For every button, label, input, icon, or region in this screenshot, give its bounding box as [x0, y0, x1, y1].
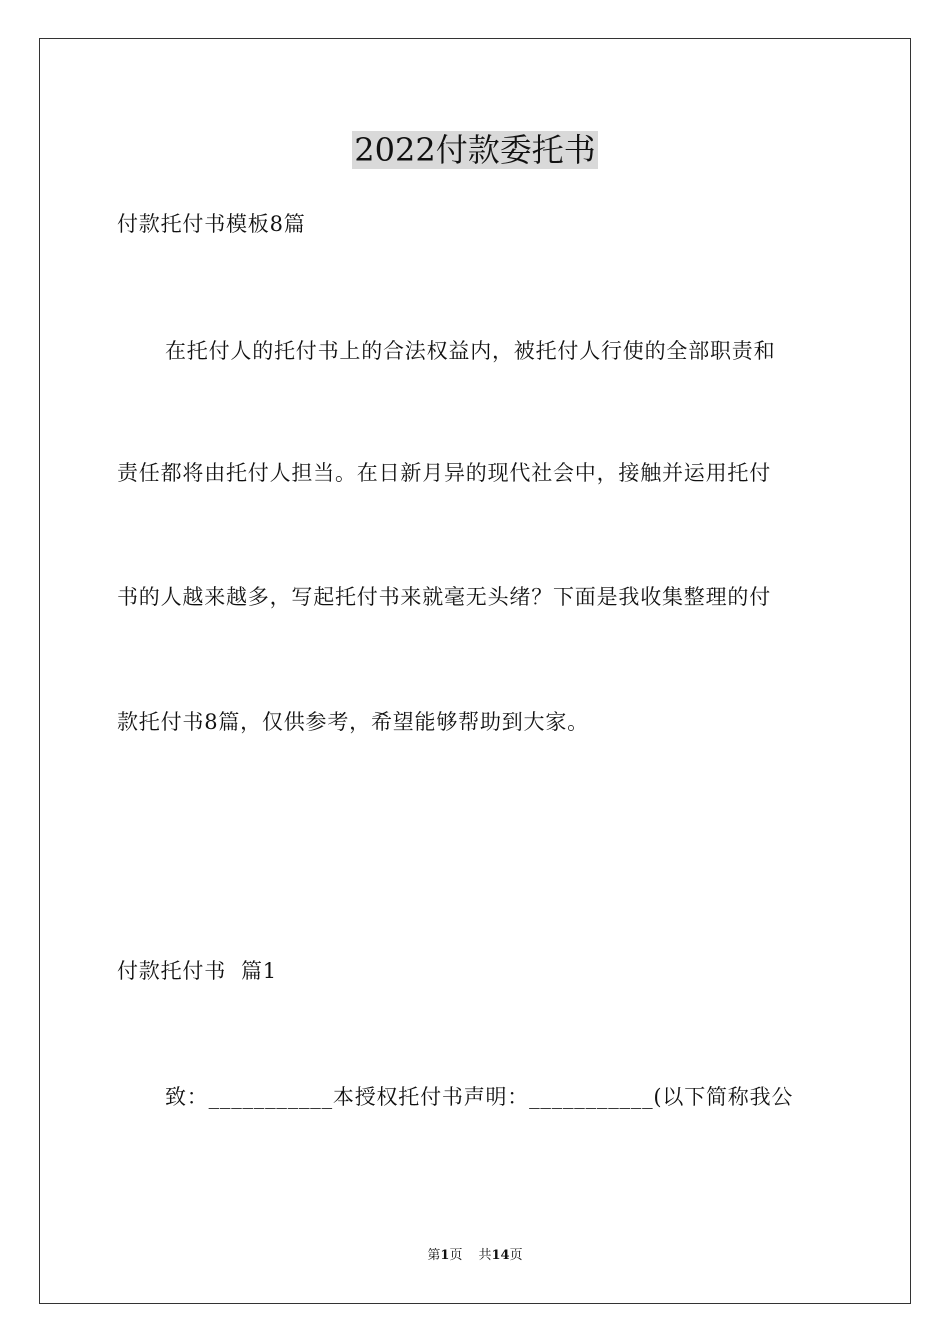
footer-total-prefix: 共 — [478, 1248, 492, 1263]
document-title-text: 2022付款委托书 — [354, 131, 596, 169]
footer-page-prefix: 第 — [427, 1248, 441, 1263]
intro-line-1: 在托付人的托付书上的合法权益内，被托付人行使的全部职责和 — [165, 339, 776, 363]
footer-page-number: 1 — [440, 1248, 450, 1263]
section-heading: 付款托付书 篇1 — [117, 959, 277, 983]
footer-total-suffix: 页 — [509, 1248, 523, 1263]
footer-total-pages: 14 — [491, 1248, 510, 1263]
intro-line-3: 书的人越来越多，写起托付书来就毫无头绪？下面是我收集整理的付 — [117, 585, 771, 609]
footer-page-suffix: 页 — [449, 1248, 463, 1263]
document-subtitle: 付款托付书模板8篇 — [117, 212, 306, 236]
page-footer — [0, 1247, 950, 1265]
intro-line-4: 款托付书8篇，仅供参考，希望能够帮助到大家。 — [117, 710, 589, 734]
intro-line-2: 责任都将由托付人担当。在日新月异的现代社会中，接触并运用托付 — [117, 461, 771, 485]
body-line-1: 致：___________本授权托付书声明：___________(以下简称我公 — [165, 1085, 794, 1109]
document-title — [0, 128, 950, 172]
